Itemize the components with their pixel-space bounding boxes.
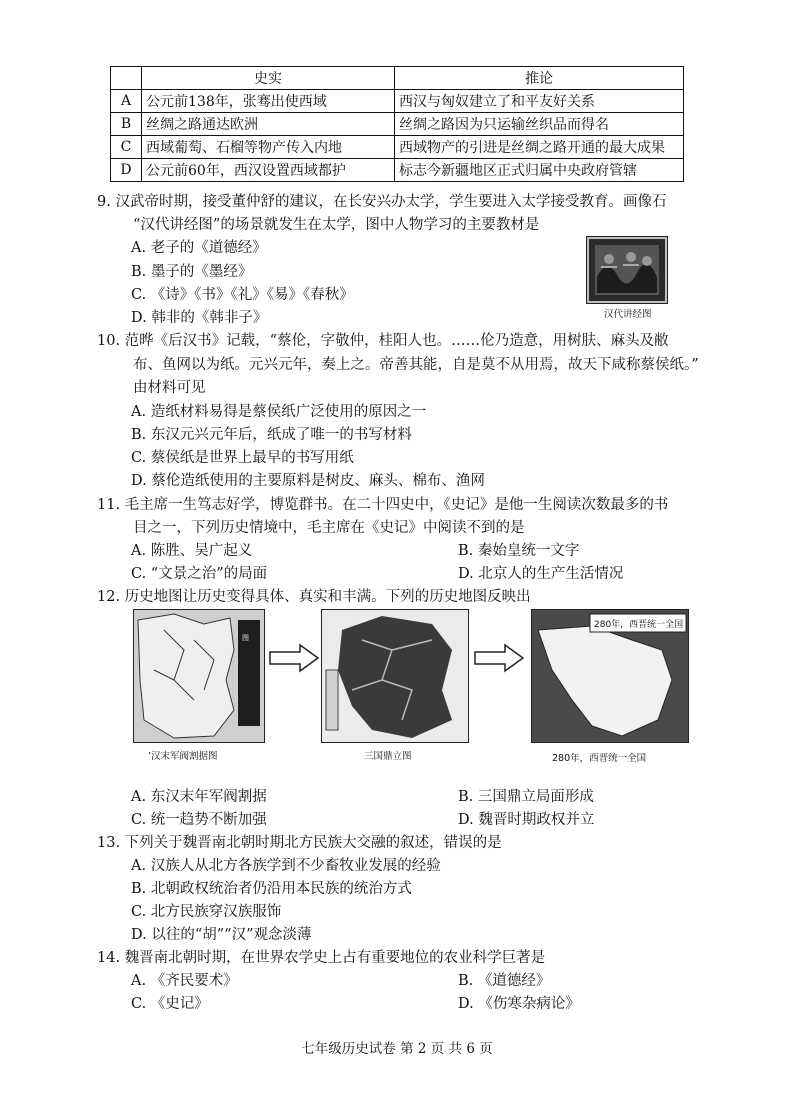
- q14-option-b: B. 《道德经》: [458, 973, 551, 989]
- row-letter: A: [111, 90, 142, 113]
- q9-option-c: C. 《诗》《书》《礼》《易》《春秋》: [131, 287, 354, 303]
- q9-stem-line1: 9. 汉武帝时期，接受董仲舒的建议，在长安兴办太学，学生要进入太学接受教育。画像石: [97, 194, 667, 210]
- row-fact: 丝绸之路通达欧洲: [142, 113, 395, 136]
- q12-stem-line1: 12. 历史地图让历史变得具体、真实和丰满。下列的历史地图反映出: [97, 589, 531, 605]
- relief-stone-icon: [587, 237, 667, 303]
- q12-option-c: C. 统一趋势不断加强: [131, 812, 267, 828]
- row-inference: 标志今新疆地区正式归属中央政府管辖: [395, 159, 684, 182]
- map-han-warlords-icon: [134, 610, 264, 742]
- map-three-kingdoms: [321, 609, 469, 743]
- map-western-jin: [531, 609, 689, 743]
- table-header-letter: [111, 67, 142, 90]
- q14-option-c: C. 《史记》: [131, 996, 209, 1012]
- q9-option-a: A. 老子的《道德经》: [131, 240, 267, 256]
- row-fact: 公元前138年，张骞出使西域: [142, 90, 395, 113]
- table-header-row: [111, 67, 684, 90]
- row-letter: B: [111, 113, 142, 136]
- q13-stem-line1: 13. 下列关于魏晋南北朝时期北方民族大交融的叙述，错误的是: [97, 835, 502, 851]
- row-inference: 西汉与匈奴建立了和平友好关系: [395, 90, 684, 113]
- q10-stem-line3: 由材料可见: [133, 380, 206, 396]
- facts-table: [110, 66, 684, 182]
- table-header-inference: 推论: [395, 67, 684, 90]
- arrow-right-icon: [473, 643, 525, 673]
- map-han-warlords: [133, 609, 265, 743]
- page-footer: 七年级历史试卷 第 2 页 共 6 页: [301, 1041, 493, 1057]
- q10-option-d: D. 蔡伦造纸使用的主要原料是树皮、麻头、棉布、渔网: [131, 473, 485, 489]
- q14-stem-line1: 14. 魏晋南北朝时期，在世界农学史上占有重要地位的农业科学巨著是: [97, 950, 546, 966]
- q13-option-b: B. 北朝政权统治者仍沿用本民族的统治方式: [131, 881, 412, 897]
- row-letter: D: [111, 159, 142, 182]
- table-row: [111, 90, 684, 113]
- q13-option-a: A. 汉族人从北方各族学到不少畜牧业发展的经验: [131, 858, 441, 874]
- row-inference: 西域物产的引进是丝绸之路开通的最大成果: [395, 136, 684, 159]
- table-row: [111, 113, 684, 136]
- table-row: [111, 159, 684, 182]
- q10-stem-line1: 10. 范晔《后汉书》记载，“蔡伦，字敬仲，桂阳人也。……伦乃造意，用树肤、麻头及敝: [97, 333, 669, 349]
- q11-option-b: B. 秦始皇统一文字: [458, 543, 580, 559]
- q14-option-d: D. 《伤寒杂病论》: [458, 996, 580, 1012]
- q10-stem-line2: 布、鱼网以为纸。元兴元年，奏上之。帝善其能，自是莫不从用焉，故天下咸称蔡侯纸。”: [133, 357, 699, 373]
- relief-caption: 汉代讲经图: [604, 309, 652, 320]
- row-fact: 西域葡萄、石榴等物产传入内地: [142, 136, 395, 159]
- q10-option-a: A. 造纸材料易得是蔡侯纸广泛使用的原因之一: [131, 404, 427, 420]
- map-western-jin-caption: 280年，西晋统一全国: [552, 753, 647, 764]
- lecture-relief-image: [586, 236, 668, 304]
- row-inference: 丝绸之路因为只运输丝织品而得名: [395, 113, 684, 136]
- map-han-caption: ’汉末军阀割据图: [148, 751, 218, 762]
- q14-option-a: A. 《齐民要术》: [131, 973, 238, 989]
- q9-option-b: B. 墨子的《墨经》: [131, 264, 253, 280]
- q12-option-d: D. 魏晋时期政权并立: [458, 812, 595, 828]
- q9-option-d: D. 韩非的《韩非子》: [131, 310, 268, 326]
- q11-option-d: D. 北京人的生产生活情况: [458, 566, 624, 582]
- q12-option-b: B. 三国鼎立局面形成: [458, 789, 594, 805]
- q11-option-a: A. 陈胜、吴广起义: [131, 543, 253, 559]
- q11-stem-line1: 11. 毛主席一生笃志好学，博览群书。在二十四史中，《史记》是他一生阅读次数最多的书: [97, 497, 669, 513]
- row-letter: C: [111, 136, 142, 159]
- map-jin-inner-label: 280年，西晋统一全国: [594, 620, 684, 630]
- map-three-kingdoms-icon: [322, 610, 468, 742]
- map-han-inner-label: 图: [242, 634, 249, 642]
- row-fact: 公元前60年，西汉设置西域都护: [142, 159, 395, 182]
- map-western-jin-icon: [532, 610, 688, 742]
- map-three-kingdoms-caption: 三国鼎立图: [364, 751, 412, 762]
- arrow-right-icon: [268, 643, 320, 673]
- q10-option-c: C. 蔡侯纸是世界上最早的书写用纸: [131, 450, 354, 466]
- q13-option-c: C. 北方民族穿汉族服饰: [131, 904, 282, 920]
- table-row: [111, 136, 684, 159]
- q10-option-b: B. 东汉元兴元年后，纸成了唯一的书写材料: [131, 427, 412, 443]
- q11-stem-line2: 目之一，下列历史情境中，毛主席在《史记》中阅读不到的是: [133, 520, 525, 536]
- q13-option-d: D. 以往的“胡”“汉”观念淡薄: [131, 927, 312, 943]
- q9-stem-line2: “汉代讲经图”的场景就发生在太学，图中人物学习的主要教材是: [133, 217, 540, 233]
- q12-option-a: A. 东汉末年军阀割据: [131, 789, 267, 805]
- q11-option-c: C. “文景之治”的局面: [131, 566, 268, 582]
- table-header-fact: 史实: [142, 67, 395, 90]
